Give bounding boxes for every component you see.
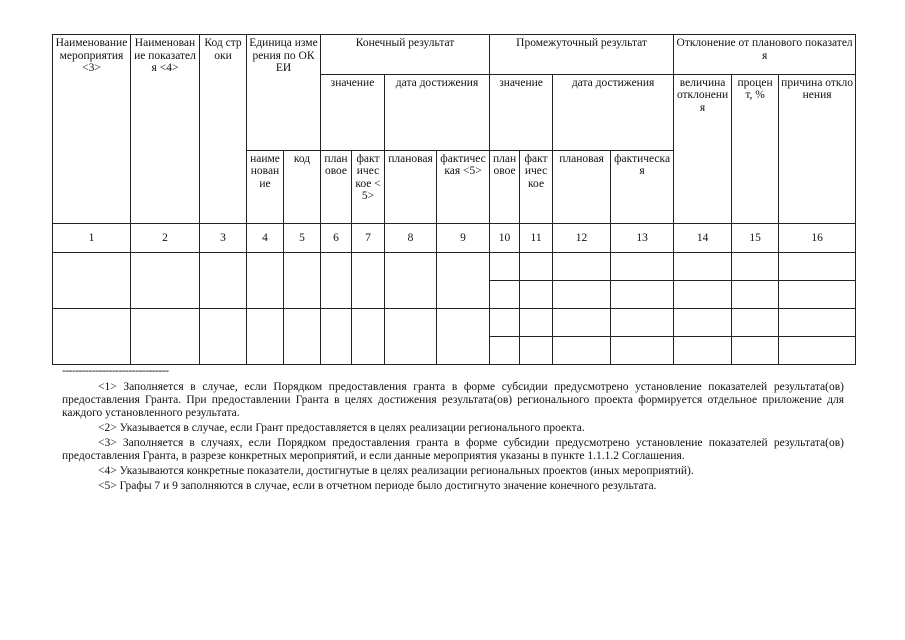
- table-cell[interactable]: [385, 308, 437, 364]
- header-unit-okei: Единица измерения по ОКЕИ: [247, 35, 321, 151]
- table-cell[interactable]: [131, 252, 200, 308]
- table-cell[interactable]: [732, 252, 779, 280]
- table-cell[interactable]: [674, 280, 732, 308]
- table-cell[interactable]: [321, 252, 352, 308]
- table-cell[interactable]: [520, 280, 553, 308]
- header-event-name: Наименование мероприятия <3>: [53, 35, 131, 224]
- footnote-2: <2> Указывается в случае, если Грант предоставляется в целях реализации регионального проекта.: [98, 422, 585, 434]
- table-cell[interactable]: [520, 252, 553, 280]
- table-cell[interactable]: [53, 252, 131, 308]
- column-number: 15: [732, 224, 779, 252]
- header-interim-result: Промежуточный результат: [490, 35, 674, 75]
- table-cell[interactable]: [674, 336, 732, 364]
- header-unit-name: наименование: [247, 150, 284, 224]
- table-cell[interactable]: [284, 252, 321, 308]
- table-cell[interactable]: [490, 280, 520, 308]
- table-cell[interactable]: [611, 252, 674, 280]
- header-final-value: значение: [321, 74, 385, 150]
- column-number: 12: [553, 224, 611, 252]
- table-cell[interactable]: [437, 308, 490, 364]
- header-deviation-percent: процент, %: [732, 74, 779, 224]
- header-unit-code: код: [284, 150, 321, 224]
- column-number: 1: [53, 224, 131, 252]
- header-interim-value-plan: плановое: [490, 150, 520, 224]
- table-cell[interactable]: [553, 308, 611, 336]
- table-cell[interactable]: [553, 280, 611, 308]
- table-cell[interactable]: [732, 280, 779, 308]
- table-cell[interactable]: [779, 308, 856, 336]
- header-deviation: Отклонение от планового показателя: [674, 35, 856, 75]
- table-cell[interactable]: [352, 252, 385, 308]
- table-cell[interactable]: [200, 252, 247, 308]
- column-number: 6: [321, 224, 352, 252]
- column-number: 9: [437, 224, 490, 252]
- column-number: 3: [200, 224, 247, 252]
- column-number: 11: [520, 224, 553, 252]
- header-final-value-plan: плановое: [321, 150, 352, 224]
- table-cell[interactable]: [732, 336, 779, 364]
- table-cell[interactable]: [131, 308, 200, 364]
- footnote-3: <3> Заполняется в случаях, если Порядком предоставления гранта в форме субсидии предусмотрено установление показателей результата(ов) предоставления Гранта, в разрезе конкретных мероприятий, и если данные мероприятия указаны в пункте 1.1.1.2 Соглашения.: [62, 437, 844, 462]
- header-final-date: дата достижения: [385, 74, 490, 150]
- header-deviation-size: величина отклонения: [674, 74, 732, 224]
- header-final-date-plan: плановая: [385, 150, 437, 224]
- header-indicator-name: Наименование показателя <4>: [131, 35, 200, 224]
- header-row-code: Код строки: [200, 35, 247, 224]
- header-final-date-fact: фактическая <5>: [437, 150, 490, 224]
- column-number: 8: [385, 224, 437, 252]
- table-cell[interactable]: [247, 252, 284, 308]
- table-cell[interactable]: [553, 252, 611, 280]
- header-interim-value: значение: [490, 74, 553, 150]
- table-cell[interactable]: [200, 308, 247, 364]
- footnote-5: <5> Графы 7 и 9 заполняются в случае, если в отчетном периоде было достигнуто значение конечного результата.: [98, 480, 657, 492]
- table-cell[interactable]: [674, 252, 732, 280]
- header-final-value-fact: фактическое <5>: [352, 150, 385, 224]
- footnote-1: <1> Заполняется в случае, если Порядком предоставления гранта в форме субсидии предусмотрено установление показателей результата(ов) предоставления Гранта. При предоставлении Гранта в целях достижения результата(ов) регионального проекта формируется отдельное приложение для каждого установленного результата.: [62, 381, 844, 419]
- table-cell[interactable]: [611, 336, 674, 364]
- table-cell[interactable]: [490, 252, 520, 280]
- table-cell[interactable]: [385, 252, 437, 308]
- table-cell[interactable]: [779, 280, 856, 308]
- table-cell[interactable]: [674, 308, 732, 336]
- table-cell[interactable]: [611, 308, 674, 336]
- table-cell[interactable]: [732, 308, 779, 336]
- column-number: 2: [131, 224, 200, 252]
- header-interim-date: дата достижения: [553, 74, 674, 150]
- footnote-separator: --------------------------------: [62, 365, 169, 377]
- column-number: 14: [674, 224, 732, 252]
- column-number: 4: [247, 224, 284, 252]
- table-cell[interactable]: [490, 308, 520, 336]
- table-cell[interactable]: [553, 336, 611, 364]
- header-interim-date-fact: фактическая: [611, 150, 674, 224]
- column-number: 7: [352, 224, 385, 252]
- table-cell[interactable]: [247, 308, 284, 364]
- header-interim-value-fact: фактическое: [520, 150, 553, 224]
- column-number: 13: [611, 224, 674, 252]
- table-cell[interactable]: [437, 252, 490, 308]
- results-report-table: [52, 34, 856, 365]
- table-cell[interactable]: [321, 308, 352, 364]
- table-cell[interactable]: [779, 252, 856, 280]
- table-cell[interactable]: [611, 280, 674, 308]
- table-cell[interactable]: [352, 308, 385, 364]
- table-cell[interactable]: [490, 336, 520, 364]
- table-cell[interactable]: [53, 308, 131, 364]
- column-number: 5: [284, 224, 321, 252]
- header-final-result: Конечный результат: [321, 35, 490, 75]
- column-number: 10: [490, 224, 520, 252]
- footnote-4: <4> Указываются конкретные показатели, достигнутые в целях реализации региональных проектов (иных мероприятий).: [98, 465, 694, 477]
- table-cell[interactable]: [284, 308, 321, 364]
- footnotes: [62, 365, 844, 495]
- table-cell[interactable]: [520, 336, 553, 364]
- header-deviation-reason: причина отклонения: [779, 74, 856, 224]
- table-cell[interactable]: [520, 308, 553, 336]
- header-interim-date-plan: плановая: [553, 150, 611, 224]
- column-number: 16: [779, 224, 856, 252]
- table-cell[interactable]: [779, 336, 856, 364]
